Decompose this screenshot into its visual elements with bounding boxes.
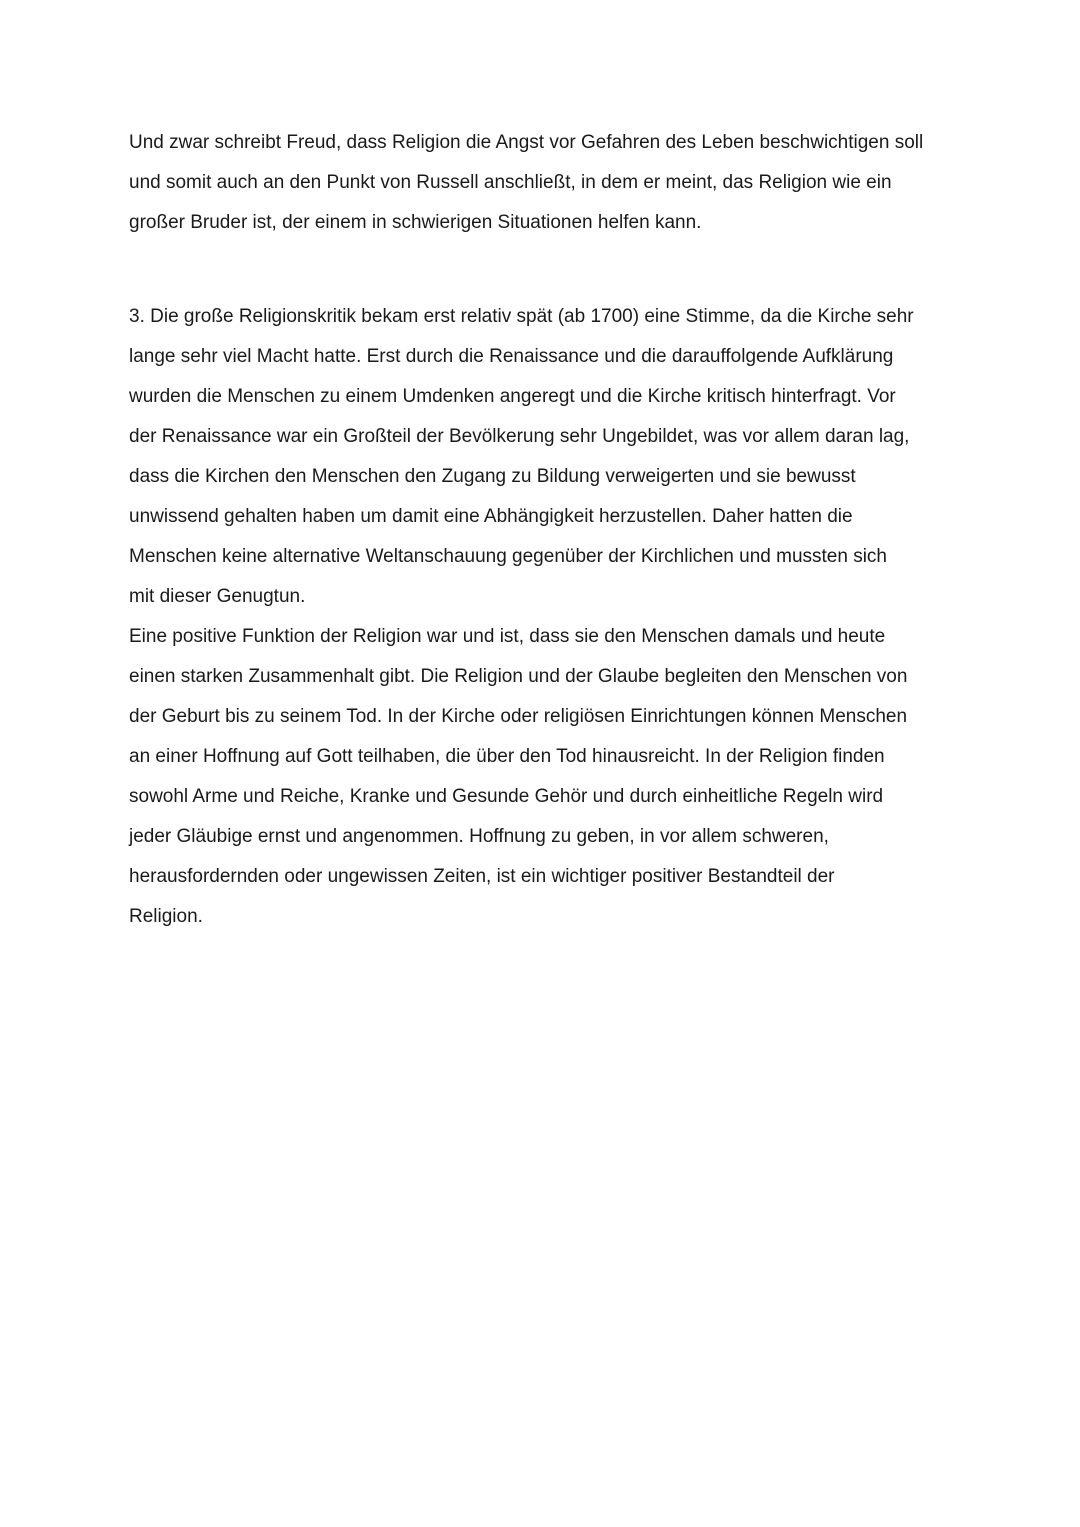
text-line: jeder Gläubige ernst und angenommen. Hoffnung zu geben, in vor allem schweren, [129, 826, 829, 847]
section-3 [129, 297, 989, 937]
text-line: herausfordernden oder ungewissen Zeiten, ist ein wichtiger positiver Bestandteil der [129, 866, 835, 887]
text-line: mit dieser Genugtun. [129, 586, 306, 607]
text-line: Religion. [129, 906, 203, 927]
text-line: Eine positive Funktion der Religion war und ist, dass sie den Menschen damals und heute [129, 626, 886, 647]
text-line: großer Bruder ist, der einem in schwierigen Situationen helfen kann. [129, 212, 702, 233]
text-line: wurden die Menschen zu einem Umdenken angeregt und die Kirche kritisch hinterfragt. Vor [129, 386, 896, 407]
text-line: Und zwar schreibt Freud, dass Religion die Angst vor Gefahren des Leben beschwichtigen soll [129, 132, 924, 153]
text-line: sowohl Arme und Reiche, Kranke und Gesunde Gehör und durch einheitliche Regeln wird [129, 786, 884, 807]
text-line: an einer Hoffnung auf Gott teilhaben, die über den Tod hinausreicht. In der Religion finden [129, 746, 885, 767]
paragraph-religionskritik [129, 297, 989, 617]
paragraph-freud [129, 123, 989, 243]
text-line: 3. Die große Religionskritik bekam erst relativ spät (ab 1700) eine Stimme, da die Kirche sehr [129, 306, 914, 327]
text-line: und somit auch an den Punkt von Russell anschließt, in dem er meint, das Religion wie ein [129, 172, 892, 193]
text-line: dass die Kirchen den Menschen den Zugang zu Bildung verweigerten und sie bewusst [129, 466, 856, 487]
paragraph-positive-funktion [129, 617, 989, 937]
text-line: unwissend gehalten haben um damit eine Abhängigkeit herzustellen. Daher hatten die [129, 506, 853, 527]
text-line: der Geburt bis zu seinem Tod. In der Kirche oder religiösen Einrichtungen können Menschen [129, 706, 908, 727]
text-line: der Renaissance war ein Großteil der Bevölkerung sehr Ungebildet, was vor allem daran lag, [129, 426, 910, 447]
text-line: einen starken Zusammenhalt gibt. Die Religion und der Glaube begleiten den Menschen von [129, 666, 908, 687]
text-line: lange sehr viel Macht hatte. Erst durch die Renaissance und die darauffolgende Aufklärung [129, 346, 894, 367]
text-line: Menschen keine alternative Weltanschauung gegenüber der Kirchlichen und mussten sich [129, 546, 887, 567]
